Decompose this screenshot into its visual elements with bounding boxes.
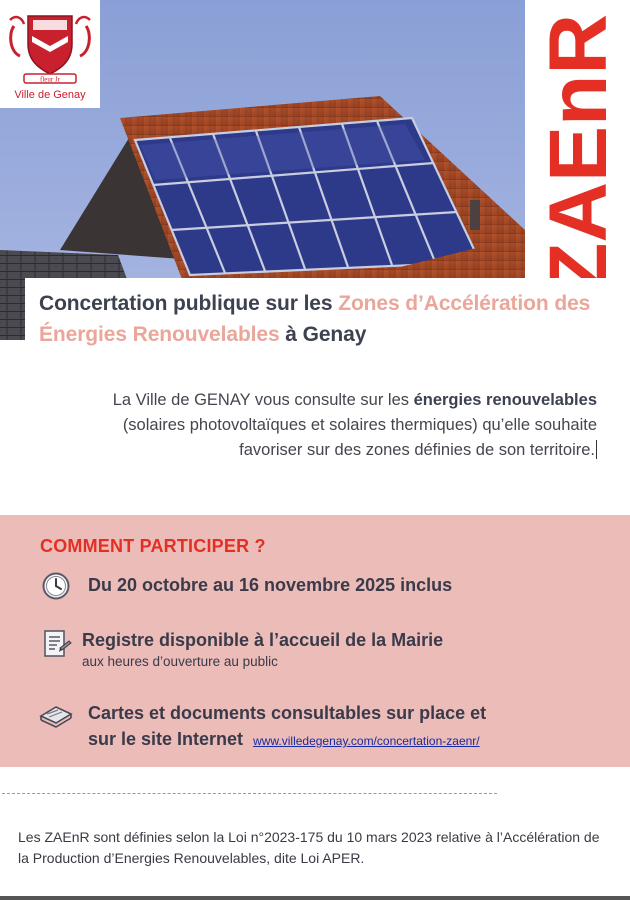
intro-emphasis: énergies renouvelables [413, 391, 597, 409]
documents-text-line1: Cartes et documents consultables sur place et [88, 703, 487, 723]
title-accent: Zones d’Accélération des Énergies Renouvelables [39, 292, 591, 346]
intro-line2: (solaires photovoltaïques et solaires thermiques) qu’elle souhaite [122, 416, 597, 434]
zaenr-text: ZAEnR [533, 20, 624, 294]
page-title [39, 288, 630, 350]
documents-site-label: sur le site Internet [88, 729, 244, 749]
register-document-icon [40, 628, 72, 660]
logo-motto: fleur Jr [39, 75, 61, 84]
intro-line3: favoriser sur des zones définies de son territoire. [239, 441, 595, 459]
coat-of-arms-icon [6, 6, 94, 86]
dates-text: Du 20 octobre au 16 novembre 2025 inclus [88, 575, 453, 595]
register-hours: aux heures d’ouverture au public [82, 654, 278, 669]
logo-caption: Ville de Genay [14, 89, 86, 101]
headline-box [25, 278, 630, 360]
law-footnote: Les ZAEnR sont définies selon la Loi n°2023-175 du 10 mars 2023 relative à l’Accélération de la Production d’Energies Renouvelables, dite Loi APER. [18, 829, 600, 866]
town-logo [0, 0, 100, 108]
bottom-border [0, 896, 630, 900]
dashed-divider [2, 793, 497, 794]
participate-heading: COMMENT PARTICIPER ? [40, 536, 266, 556]
register-text: Registre disponible à l’accueil de la Mairie [82, 630, 444, 650]
participate-section [0, 515, 630, 767]
text-caret [596, 440, 597, 459]
concertation-link[interactable]: www.villedegenay.com/concertation-zaenr/ [253, 734, 480, 748]
title-part1: Concertation publique sur les [39, 292, 339, 315]
intro-paragraph [0, 388, 597, 463]
zaenr-wordmark [520, 8, 628, 298]
documents-text-line2 [88, 727, 480, 753]
clock-icon [42, 572, 70, 600]
title-part2: à Genay [279, 323, 367, 346]
documents-stack-icon [38, 701, 74, 731]
intro-line1: La Ville de GENAY vous consulte sur les [112, 391, 414, 409]
